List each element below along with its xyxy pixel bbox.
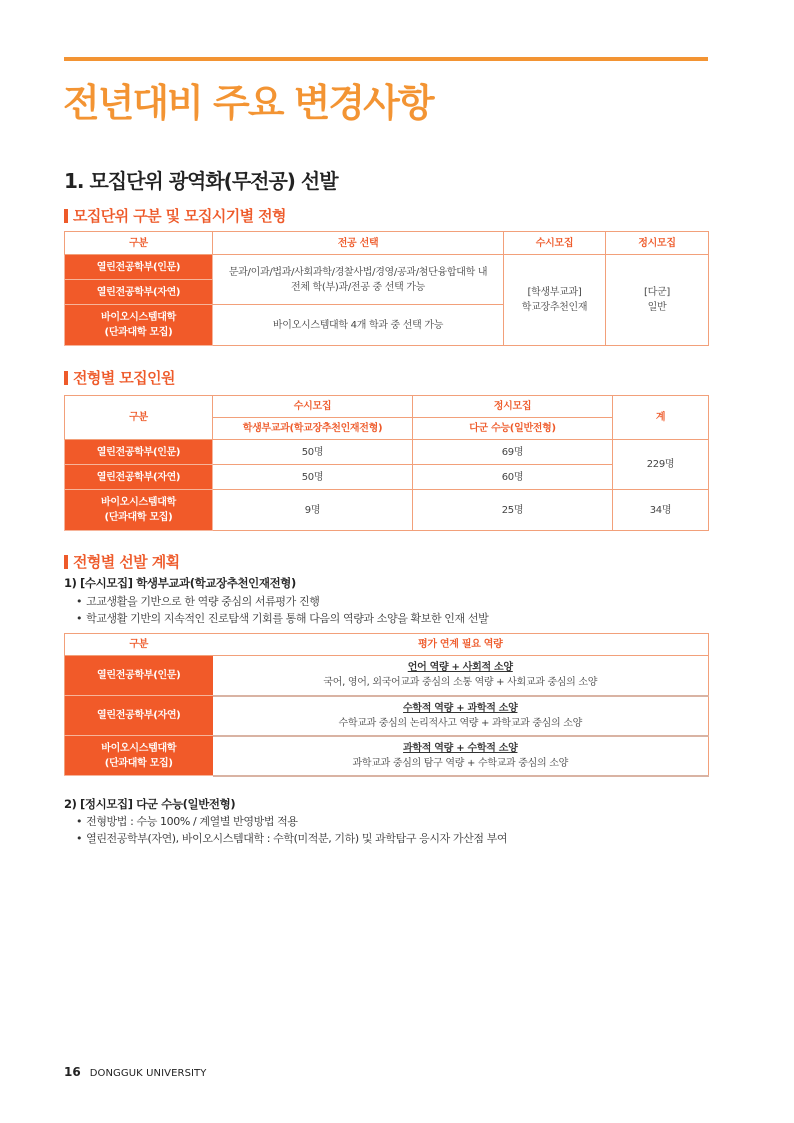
competency-cell [213, 696, 709, 736]
unit-line-1: 바이오시스템대학 [101, 742, 177, 754]
unit-open-humanities: 열린전공학부(인문) [65, 440, 213, 465]
susi-bullet [76, 611, 488, 627]
unit-open-sciences: 열린전공학부(자연) [65, 280, 213, 305]
bullet-icon: • [76, 815, 83, 828]
jeongsi-count: 25명 [413, 490, 613, 531]
bullet-text: 열린전공학부(자연), 바이오시스템대학 : 수학(미적분, 기하) 및 과학탐구 응시자 가산점 부여 [86, 832, 508, 845]
section-title: 1. 모집단위 광역화(무전공) 선발 [64, 169, 338, 193]
heading-bar-icon [64, 371, 68, 385]
header-susi: 수시모집 [504, 232, 606, 255]
subheading-quota [64, 368, 175, 388]
table-row [65, 465, 709, 490]
competency-desc: 국어, 영어, 외국어교과 중심의 소통 역량 + 사회교과 중심의 소양 [323, 677, 598, 689]
table-row [65, 736, 709, 776]
unit-line-2: (단과대학 모집) [104, 757, 173, 769]
bullet-icon: • [76, 832, 83, 845]
unit-line-1: 바이오시스템대학 [101, 312, 176, 323]
page-footer [64, 1065, 206, 1079]
subheading-recruitment-units [64, 206, 286, 226]
unit-biosystems [65, 736, 213, 776]
header-competency: 평가 연계 필요 역량 [213, 634, 709, 656]
susi-count: 50명 [213, 440, 413, 465]
header-susi: 수시모집 [213, 396, 413, 418]
competency-title: 언어 역량 + 사회적 소양 [407, 662, 513, 674]
recruitment-unit-table [64, 231, 709, 346]
subheading-text: 전형별 모집인원 [73, 369, 175, 387]
susi-bullet [76, 594, 319, 610]
subheading-text: 전형별 선발 계획 [73, 553, 180, 571]
competency-cell [213, 736, 709, 776]
jeongsi-count: 69명 [413, 440, 613, 465]
jeongsi-bullet [76, 814, 298, 830]
heading-bar-icon [64, 209, 68, 223]
competency-desc: 과학교과 중심의 탐구 역량 + 수학교과 중심의 소양 [352, 757, 568, 769]
competency-title: 수학적 역량 + 과학적 소양 [403, 702, 518, 714]
unit-biosystems [65, 490, 213, 531]
jeongsi-type-line-1: [다군] [644, 287, 670, 298]
susi-count: 9명 [213, 490, 413, 531]
major-choice-open [213, 255, 504, 305]
major-choice-line-2: 전체 학(부)과/전공 중 선택 가능 [290, 281, 426, 293]
susi-plan-title: 1) [수시모집] 학생부교과(학교장추천인재전형) [64, 576, 296, 590]
jeongsi-bullet [76, 831, 507, 847]
header-jeongsi: 정시모집 [413, 396, 613, 418]
jeongsi-type-line-2: 일반 [647, 302, 667, 313]
bullet-text: 고교생활을 기반으로 한 역량 중심의 서류평가 진행 [86, 595, 320, 608]
table-row [65, 656, 709, 696]
bullet-icon: • [76, 595, 83, 608]
unit-line-1: 바이오시스템대학 [101, 497, 176, 508]
header-category: 구분 [65, 232, 213, 255]
header-major-choice: 전공 선택 [213, 232, 504, 255]
bullet-text: 학교생활 기반의 지속적인 진로탐색 기회를 통해 다음의 역량과 소양을 확보한 인재 선발 [86, 612, 489, 625]
quota-table [64, 395, 709, 531]
open-total-count: 229명 [613, 440, 709, 490]
unit-open-humanities: 열린전공학부(인문) [65, 255, 213, 280]
jeongsi-plan-title: 2) [정시모집] 다군 수능(일반전형) [64, 797, 236, 811]
page-number: 16 [64, 1065, 81, 1079]
bullet-icon: • [76, 612, 83, 625]
unit-biosystems [65, 305, 213, 346]
header-jeongsi-sub: 다군 수능(일반전형) [413, 418, 613, 440]
major-choice-line-1: 문과/이과/법과/사회과학/경찰사법/경영/공과/첨단융합대학 내 [228, 266, 488, 278]
competency-title: 과학적 역량 + 수학적 소양 [403, 742, 518, 754]
header-category: 구분 [65, 634, 213, 656]
major-choice-bio: 바이오시스템대학 4개 학과 중 선택 가능 [213, 305, 504, 346]
unit-open-humanities: 열린전공학부(인문) [65, 656, 213, 696]
susi-type [504, 255, 606, 346]
subheading-selection-plan [64, 552, 179, 572]
unit-line-2: (단과대학 모집) [104, 512, 173, 523]
subheading-text: 모집단위 구분 및 모집시기별 전형 [73, 207, 286, 225]
heading-bar-icon [64, 555, 68, 569]
competency-desc: 수학교과 중심의 논리적사고 역량 + 과학교과 중심의 소양 [338, 717, 582, 729]
unit-line-2: (단과대학 모집) [104, 327, 173, 338]
header-susi-sub: 학생부교과(학교장추천인재전형) [213, 418, 413, 440]
table-row [65, 440, 709, 465]
competency-cell [213, 656, 709, 696]
jeongsi-type [606, 255, 709, 346]
top-rule [64, 57, 708, 61]
header-total: 계 [613, 396, 709, 440]
susi-type-line-1: [학생부교과] [527, 287, 582, 298]
unit-open-sciences: 열린전공학부(자연) [65, 696, 213, 736]
bullet-text: 전형방법 : 수능 100% / 계열별 반영방법 적용 [86, 815, 298, 828]
susi-count: 50명 [213, 465, 413, 490]
table-row [65, 490, 709, 531]
table-row [65, 255, 709, 280]
jeongsi-count: 60명 [413, 465, 613, 490]
unit-open-sciences: 열린전공학부(자연) [65, 465, 213, 490]
competency-table [64, 633, 709, 777]
table-row [65, 696, 709, 736]
header-category: 구분 [65, 396, 213, 440]
university-name: DONGGUK UNIVERSITY [89, 1068, 207, 1079]
bio-total-count: 34명 [613, 490, 709, 531]
susi-type-line-2: 학교장추천인재 [521, 302, 588, 313]
page-title: 전년대비 주요 변경사항 [63, 81, 433, 125]
header-jeongsi: 정시모집 [606, 232, 709, 255]
